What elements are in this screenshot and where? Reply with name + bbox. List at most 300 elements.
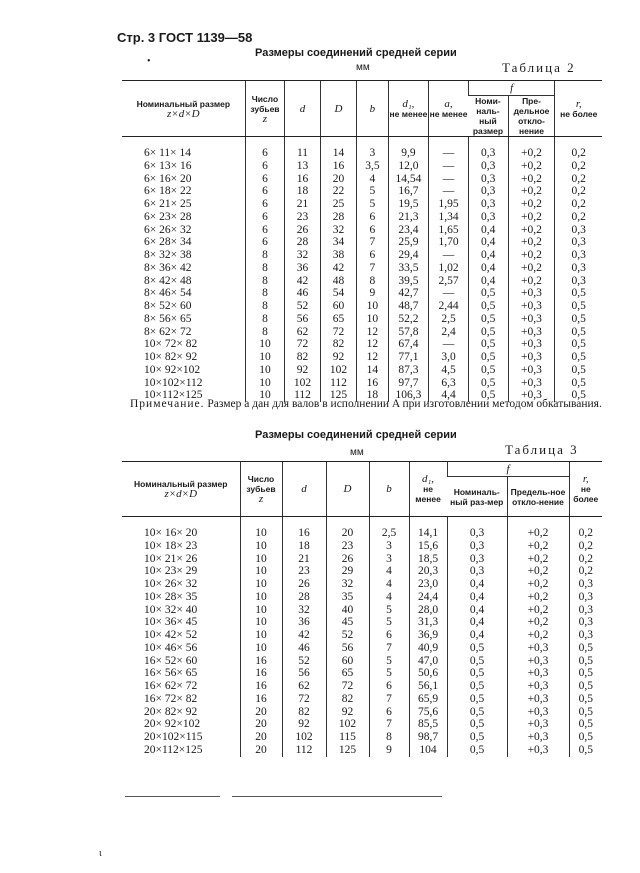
table-cell: 0,3 [555,224,602,237]
table-cell: +0,3 [508,377,555,390]
table-cell: 0,5 [569,642,602,655]
table2-unit: мм [356,62,370,73]
table-row [122,173,602,186]
table-cell: +0,2 [507,604,569,617]
table-cell: 8 [357,275,388,288]
table-cell: 23 [282,565,326,578]
table-cell: +0,2 [508,249,555,262]
table-cell: 18 [282,540,326,553]
table-cell: 20 [326,517,369,540]
table-cell: 102 [320,364,357,377]
table-cell: 0,2 [555,137,602,160]
table-cell: 0,3 [569,604,602,617]
table-cell: 6 [369,629,409,642]
table-cell: 6× 28× 34 [144,236,192,249]
table-cell: 0,3 [468,198,508,211]
table-cell: 0,2 [569,553,602,566]
table-cell: 5 [369,667,409,680]
table-cell: 40,9 [409,642,447,655]
table-cell: 10 [240,642,282,655]
table-cell: 10 [240,517,282,540]
table-cell: 23,0 [409,578,447,591]
table-cell: 85,5 [409,718,447,731]
table-cell: +0,2 [507,540,569,553]
table-cell: 0,3 [447,517,507,540]
table-row [122,731,602,744]
table-cell: 6 [357,224,388,237]
table-cell: 14 [357,364,388,377]
table-cell: +0,2 [508,262,555,275]
table-cell: 9 [357,287,388,300]
table-cell: 6× 21× 25 [144,198,192,210]
table-cell: 8 [245,275,285,288]
table-cell: 82 [326,693,369,706]
table-cell: 8× 46× 54 [144,287,192,300]
table3-body [122,517,602,757]
table-cell: 2,57 [429,275,469,288]
table-cell: 52,2 [388,313,429,326]
table2-label: Таблица 2 [502,60,576,75]
table-cell: 0,2 [555,173,602,186]
table-row [122,642,602,655]
table-cell: 65,9 [409,693,447,706]
table-cell: +0,2 [508,211,555,224]
table-cell: 23,4 [388,224,429,237]
table-cell: 8× 62× 72 [144,325,192,338]
table-cell: 7 [357,236,388,249]
table3-caption: Размеры соединений средней серии [255,429,457,441]
table-cell: 46 [282,642,326,655]
table-cell: 18 [357,389,388,402]
table-cell: 112 [282,744,326,757]
table-cell: 0,2 [569,517,602,540]
table-cell: 42 [282,629,326,642]
table-row [122,680,602,693]
table-row [122,604,602,617]
table-cell: 10× 26× 32 [144,578,198,590]
table-row [122,185,602,198]
table-cell: 62 [282,680,326,693]
table-cell: 0,5 [447,706,507,719]
table-row [122,565,602,578]
table-cell: 10 [240,591,282,604]
table-cell: 20×102×115 [144,731,203,743]
table-row [122,706,602,719]
table-cell: +0,3 [507,667,569,680]
table-cell: 10× 28× 35 [144,590,198,603]
table-cell: 6 [357,211,388,224]
table-cell: 10× 46× 56 [144,641,198,654]
table-cell: 0,3 [569,616,602,629]
table3-label: Таблица 3 [505,442,579,457]
table-cell: 8 [245,300,285,313]
table-cell: 16× 62× 72 [144,680,198,692]
table-row [122,540,602,553]
table-cell: 0,5 [555,313,602,326]
table-cell: 16 [357,377,388,390]
table-cell: +0,3 [507,680,569,693]
table-cell: 8 [245,262,285,275]
table-row [122,591,602,604]
table-cell: 12,0 [388,160,429,173]
table-cell: 0,5 [555,377,602,390]
table-cell: +0,3 [508,313,555,326]
table-cell: +0,3 [508,364,555,377]
table-cell: 10 [240,565,282,578]
table-cell: 0,4 [447,616,507,629]
table-cell: +0,2 [507,578,569,591]
table-cell: +0,3 [507,642,569,655]
table-cell: 21 [285,198,320,211]
table-cell: 2,5 [429,313,469,326]
table-cell: 42 [320,262,357,275]
table-cell: 5 [357,185,388,198]
table-cell: +0,2 [507,629,569,642]
table-row [122,313,602,326]
table-cell: 15,6 [409,540,447,553]
table-cell: 7 [369,718,409,731]
table-cell: 92 [326,706,369,719]
table-cell: +0,3 [507,731,569,744]
table-cell: 0,5 [555,389,602,402]
footer-rule-left [125,796,220,797]
table-cell: 10 [240,578,282,591]
table-cell: 28,0 [409,604,447,617]
table-cell: 0,5 [447,693,507,706]
table-cell: 1,34 [429,211,469,224]
table-cell: 1,95 [429,198,469,211]
table-cell: 23 [326,540,369,553]
table-row [122,249,602,262]
table-row [122,287,602,300]
table-cell: 10× 82× 92 [144,351,198,363]
table3 [122,461,602,757]
table-cell: — [429,160,469,173]
table-cell: 19,5 [388,198,429,211]
t3-head-nominal: Номинальный размер z×d×D [122,462,240,517]
table-cell: 22 [320,185,357,198]
table-cell: 0,2 [569,540,602,553]
table-cell: 0,5 [447,731,507,744]
t3-head-d: d [282,462,326,517]
table-cell: +0,3 [508,389,555,402]
table-row [122,517,602,540]
table-cell: 20,3 [409,565,447,578]
table-cell: 48,7 [388,300,429,313]
table-row [122,718,602,731]
table-cell: 0,5 [447,655,507,668]
table-cell: 0,3 [555,236,602,249]
table-row [122,377,602,390]
table-cell: 0,5 [468,300,508,313]
table-row [122,744,602,757]
table-cell: 6× 13× 16 [144,159,192,172]
table-cell: 8 [245,313,285,326]
table-cell: 0,4 [468,249,508,262]
table-cell: 0,5 [569,718,602,731]
table-cell: 0,4 [447,604,507,617]
table-cell: 60 [326,655,369,668]
table-row [122,629,602,642]
table-cell: — [429,249,469,262]
table-cell: 0,5 [555,351,602,364]
table-cell: 56 [285,313,320,326]
table-cell: 11 [285,137,320,160]
table-cell: 18,5 [409,553,447,566]
table-cell: 0,5 [468,326,508,339]
table-cell: 4,4 [429,389,469,402]
table-cell: — [429,287,469,300]
table-cell: 0,5 [468,338,508,351]
table-cell: 20 [240,744,282,757]
table-cell: 0,5 [569,706,602,719]
table-row [122,224,602,237]
table-cell: 12 [357,351,388,364]
t2-head-f: f [468,81,555,96]
table-cell: 8 [245,287,285,300]
table-cell: 14,1 [409,517,447,540]
table-cell: 10× 32× 40 [144,603,198,616]
table-cell: 4 [369,591,409,604]
table-cell: 10× 21× 26 [144,552,198,565]
table-cell: +0,3 [507,706,569,719]
table-cell: 14,54 [388,173,429,186]
table-cell: 72 [282,693,326,706]
table-cell: 25,9 [388,236,429,249]
table-cell: 0,3 [468,185,508,198]
table-cell: 0,5 [569,680,602,693]
table-cell: 0,4 [447,629,507,642]
table-cell: 5 [369,655,409,668]
table-cell: 6 [245,137,285,160]
table-cell: 10× 16× 20 [144,527,198,539]
table-cell: 102 [326,718,369,731]
table-cell: 10× 72× 82 [144,338,198,351]
table-cell: +0,3 [508,351,555,364]
t3-head-f: f [447,462,569,477]
table-cell: 4,5 [429,364,469,377]
table2 [122,80,602,402]
table-cell: +0,2 [508,275,555,288]
table-cell: +0,2 [508,224,555,237]
table-cell: 0,3 [468,160,508,173]
table2-caption: Размеры соединений средней серии [255,47,457,59]
table-cell: 25 [320,198,357,211]
t2-head-d: d [285,81,320,137]
table-cell: 8 [245,326,285,339]
table-cell: 6× 16× 20 [144,172,192,185]
table-cell: 87,3 [388,364,429,377]
table-cell: 23 [285,211,320,224]
table-cell: +0,2 [508,185,555,198]
table-cell: 16× 52× 60 [144,654,198,667]
table-cell: 35 [326,591,369,604]
table-cell: 7 [357,262,388,275]
table-cell: 10×112×125 [144,389,203,402]
table-cell: 6 [245,185,285,198]
table3-unit: мм [350,447,364,458]
table-cell: 82 [282,706,326,719]
table-cell: — [429,338,469,351]
table-cell: 97,7 [388,377,429,390]
table-cell: 20×112×125 [144,743,203,756]
table-cell: +0,3 [508,300,555,313]
table-cell: 112 [285,389,320,402]
table-cell: 8× 56× 65 [144,312,192,325]
table-cell: +0,3 [507,693,569,706]
table-cell: 31,3 [409,616,447,629]
table-cell: 16,7 [388,185,429,198]
table-cell: 62 [285,326,320,339]
table-cell: 2,44 [429,300,469,313]
table-cell: 8× 32× 38 [144,249,192,261]
table-cell: 72 [320,326,357,339]
table-cell: 3 [357,137,388,160]
table-cell: 10 [245,351,285,364]
table-cell: 10× 18× 23 [144,539,198,552]
table-cell: 1,70 [429,236,469,249]
table-cell: 0,4 [468,262,508,275]
table-cell: 10 [245,389,285,402]
table-cell: 82 [320,338,357,351]
table-cell: 42 [285,275,320,288]
table-cell: 20× 92×102 [144,718,201,731]
table-cell: 16× 72× 82 [144,692,198,705]
table-cell: 65 [326,667,369,680]
table-cell: 29 [326,565,369,578]
table-cell: +0,2 [507,565,569,578]
table-cell: 8× 52× 60 [144,300,192,312]
table-cell: 102 [285,377,320,390]
table-cell: 0,5 [569,744,602,757]
table-cell: 104 [409,744,447,757]
table-cell: 6× 26× 32 [144,223,192,236]
table-cell: 92 [282,718,326,731]
table-cell: 10 [245,364,285,377]
table-cell: +0,3 [507,655,569,668]
table-cell: 6× 11× 14 [144,147,192,159]
table-cell: 10 [240,616,282,629]
t3-head-b: b [369,462,409,517]
table-row [122,616,602,629]
t3-head-D: D [326,462,369,517]
table-cell: +0,2 [508,236,555,249]
table-cell: 60 [320,300,357,313]
table-cell: 0,3 [569,578,602,591]
table-cell: 1,02 [429,262,469,275]
table-cell: 16 [282,517,326,540]
table-cell: — [429,137,469,160]
table-cell: 36 [282,616,326,629]
table-cell: 3,5 [357,160,388,173]
table-cell: 0,2 [555,211,602,224]
table2-body [122,137,602,403]
table-cell: 0,4 [468,275,508,288]
table-cell: 20 [320,173,357,186]
table-cell: 16 [285,173,320,186]
table-cell: 10 [240,604,282,617]
table-cell: 125 [320,389,357,402]
table-cell: 0,4 [447,591,507,604]
table-cell: 5 [357,198,388,211]
table-cell: 0,3 [569,591,602,604]
table-cell: 32 [320,224,357,237]
table-cell: 0,5 [468,287,508,300]
table-cell: 6 [245,211,285,224]
table-cell: 0,5 [468,377,508,390]
table-cell: +0,2 [508,137,555,160]
table-cell: 6 [357,249,388,262]
table-cell: 0,5 [447,642,507,655]
t2-head-a: a, не менее [429,81,469,137]
t2-head-teeth: Число зубьев z [245,81,285,137]
table-cell: 14 [320,137,357,160]
table-row [122,338,602,351]
table-cell: 6 [245,160,285,173]
table-cell: 125 [326,744,369,757]
table-row [122,300,602,313]
table-cell: 75,6 [409,706,447,719]
table-cell: 39,5 [388,275,429,288]
footer-rule-right [232,796,442,797]
table-cell: 8 [245,249,285,262]
table-cell: 28 [285,236,320,249]
table-row [122,262,602,275]
table-cell: 0,5 [468,313,508,326]
table-row [122,137,602,160]
scan-mark-bottom: ι [99,848,102,859]
table-cell: 6 [245,224,285,237]
table-cell: 0,4 [447,578,507,591]
table-cell: 16× 56× 65 [144,667,198,680]
table-cell: 102 [282,731,326,744]
table-cell: 26 [285,224,320,237]
table-cell: 34 [320,236,357,249]
table-row [122,275,602,288]
table-cell: 10 [240,629,282,642]
table-row [122,655,602,668]
table-cell: 40 [326,604,369,617]
table-cell: — [429,185,469,198]
table-cell: 6 [245,236,285,249]
table-row [122,160,602,173]
table-cell: 56 [326,642,369,655]
table-cell: 0,2 [555,185,602,198]
table-cell: 92 [285,364,320,377]
table-cell: 0,5 [447,718,507,731]
table-cell: 12 [357,326,388,339]
table-cell: 0,2 [555,198,602,211]
table-cell: 0,5 [447,744,507,757]
table-row [122,211,602,224]
table-row [122,693,602,706]
table-cell: 0,4 [468,236,508,249]
table-cell: +0,3 [508,326,555,339]
table-cell: 10 [240,540,282,553]
table-cell: 6 [245,173,285,186]
table-cell: +0,2 [508,173,555,186]
table-cell: 4 [357,173,388,186]
table-cell: 6× 23× 28 [144,210,192,223]
table-cell: 0,5 [569,655,602,668]
table-cell: 0,3 [555,262,602,275]
table-cell: 50,6 [409,667,447,680]
table-cell: 112 [320,377,357,390]
table-cell: 26 [326,553,369,566]
table-cell: 6 [245,198,285,211]
table-cell: 106,3 [388,389,429,402]
table-cell: 0,3 [569,629,602,642]
